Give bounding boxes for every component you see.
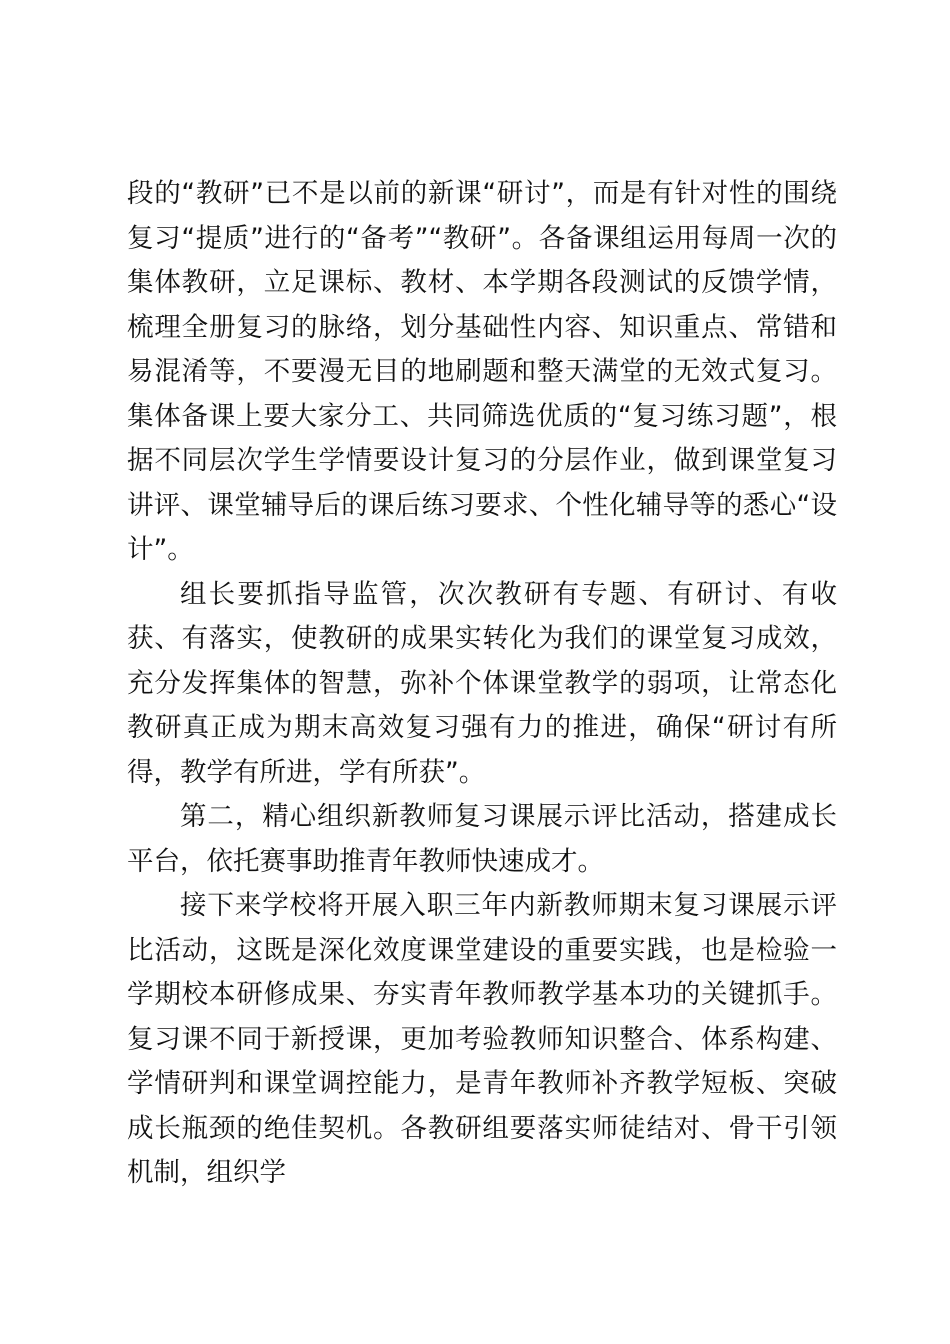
paragraph-1: 段的“教研”已不是以前的新课“研讨”，而是有针对性的围绕复习“提质”进行的“备考”“教研”。各备课组运用每周一次的集体教研，立足课标、教材、本学期各段测试的反馈学情，梳理全册复习的脉络，划分基础性内容、知识重点、常错和易混淆等，不要漫无目的地刷题和整天满堂的无效式复习。集体备课上要大家分工、共同筛选优质的“复习练习题”，根据不同层次学生学情要设计复习的分层作业，做到课堂复习讲评、课堂辅导后的课后练习要求、个性化辅导等的悉心“设计”。 xyxy=(127,178,837,565)
paragraph-3: 第二，精心组织新教师复习课展示评比活动，搭建成长平台，依托赛事助推青年教师快速成才。 xyxy=(127,801,837,877)
paragraph-2: 组长要抓指导监管，次次教研有专题、有研讨、有收获、有落实，使教研的成果实转化为我们的课堂复习成效，充分发挥集体的智慧，弥补个体课堂教学的弱项，让常态化教研真正成为期末高效复习强有力的推进，确保“研讨有所得，教学有所进，学有所获”。 xyxy=(127,578,837,788)
document-body xyxy=(127,172,837,1196)
paragraph-4: 接下来学校将开展入职三年内新教师期末复习课展示评比活动，这既是深化效度课堂建设的重要实践，也是检验一学期校本研修成果、夯实青年教师教学基本功的关键抓手。复习课不同于新授课，更加考验教师知识整合、体系构建、学情研判和课堂调控能力，是青年教师补齐教学短板、突破成长瓶颈的绝佳契机。各教研组要落实师徒结对、骨干引领机制，组织学 xyxy=(127,890,837,1188)
